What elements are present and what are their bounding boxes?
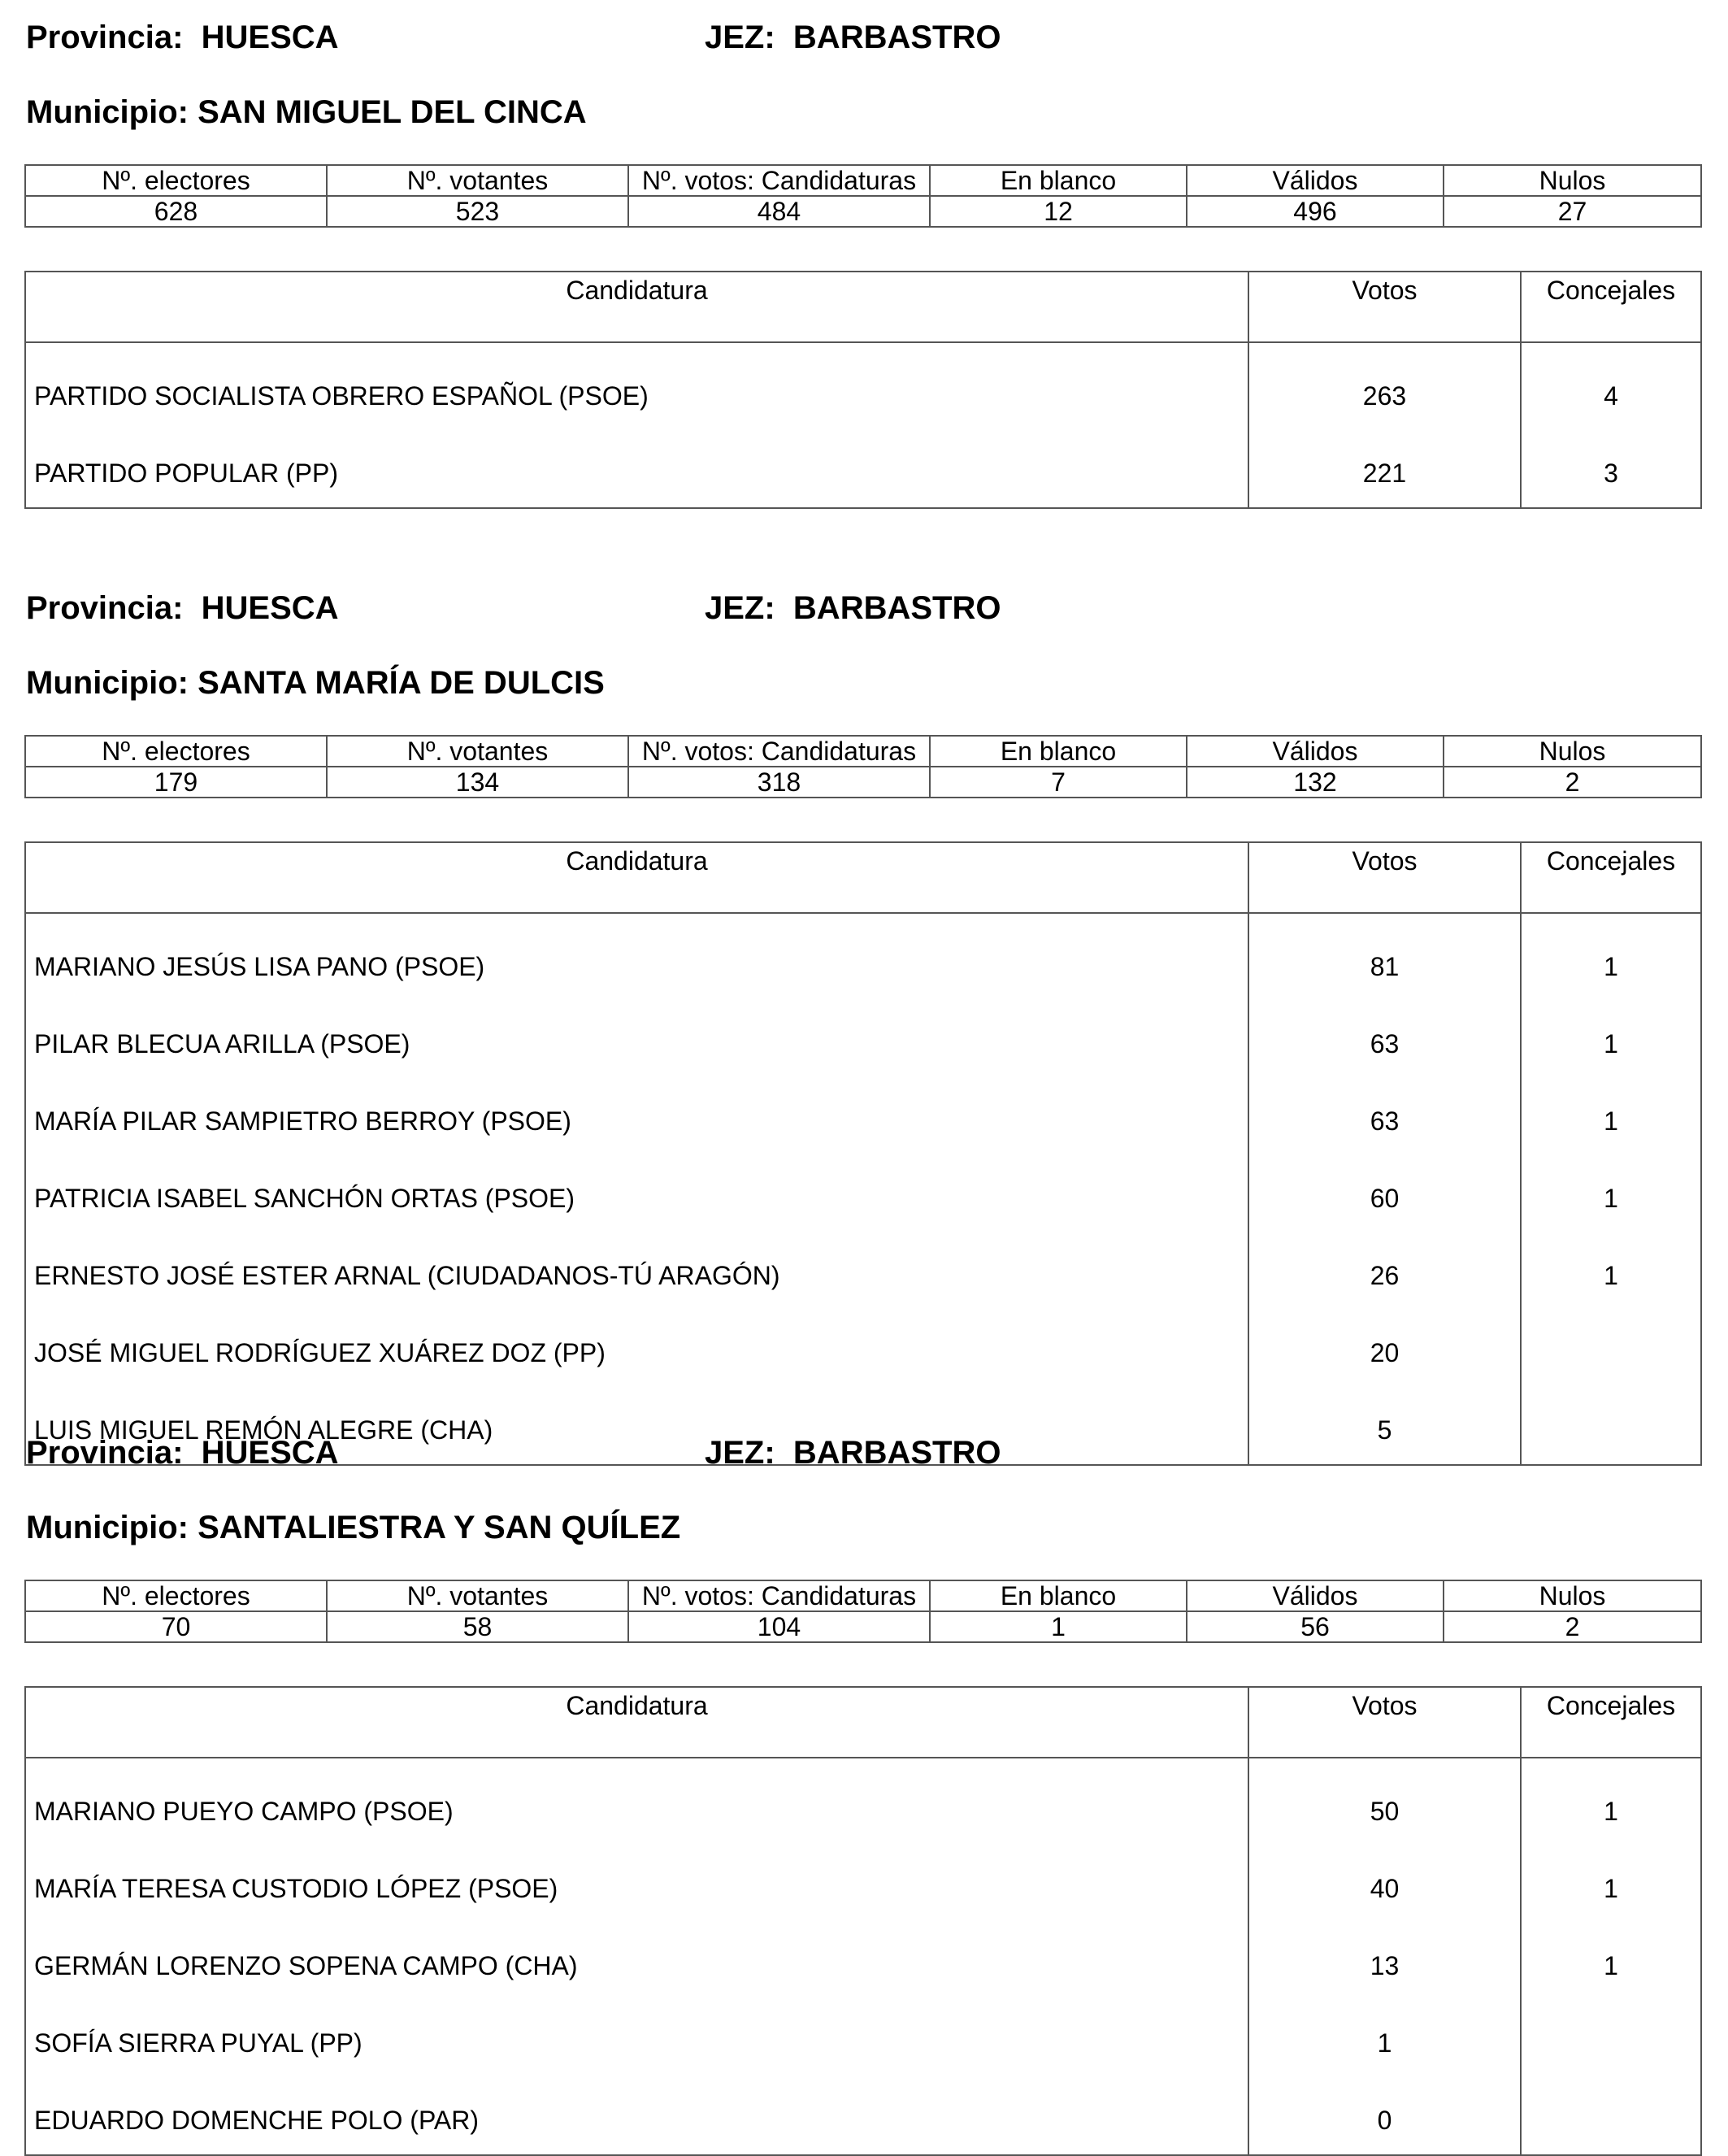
candidate-concejales: 1 — [1521, 1001, 1701, 1078]
candidate-concejales — [1521, 2000, 1701, 2077]
summary-table — [24, 164, 1702, 228]
candidate-concejales: 1 — [1521, 1845, 1701, 1923]
candidate-votos: 60 — [1248, 1155, 1521, 1232]
votos-candidaturas-header: Nº. votos: Candidaturas — [628, 736, 930, 767]
candidate-row — [25, 1001, 1701, 1078]
provincia-heading: Provincia: HUESCA — [26, 1435, 339, 1471]
candidatura-header-row — [25, 1687, 1701, 1758]
en-blanco-value: 1 — [930, 1611, 1187, 1642]
validos-value: 132 — [1187, 767, 1444, 798]
summary-table — [24, 735, 1702, 798]
votantes-value: 58 — [327, 1611, 628, 1642]
jez-heading: JEZ: BARBASTRO — [705, 590, 1001, 626]
votantes-value: 134 — [327, 767, 628, 798]
candidatura-header: Candidatura — [25, 842, 1248, 913]
candidate-votos: 20 — [1248, 1310, 1521, 1387]
candidate-votos: 63 — [1248, 1078, 1521, 1155]
candidatura-header: Candidatura — [25, 272, 1248, 342]
candidate-concejales: 1 — [1521, 1155, 1701, 1232]
en-blanco-value: 12 — [930, 196, 1187, 227]
candidate-votos: 81 — [1248, 913, 1521, 1001]
validos-value: 56 — [1187, 1611, 1444, 1642]
candidate-row — [25, 913, 1701, 1001]
candidatura-header-row — [25, 842, 1701, 913]
validos-header: Válidos — [1187, 165, 1444, 196]
candidate-votos: 26 — [1248, 1232, 1521, 1310]
summary-value-row — [25, 767, 1701, 798]
electores-value: 179 — [25, 767, 327, 798]
electores-header: Nº. electores — [25, 165, 327, 196]
summary-table — [24, 1580, 1702, 1643]
candidate-votos: 263 — [1248, 342, 1521, 430]
candidate-name: PARTIDO POPULAR (PP) — [25, 430, 1248, 508]
candidate-votos: 50 — [1248, 1758, 1521, 1845]
votos-candidaturas-value: 484 — [628, 196, 930, 227]
candidate-name: LUIS MIGUEL REMÓN ALEGRE (CHA) — [25, 1387, 1248, 1465]
candidate-concejales: 1 — [1521, 1078, 1701, 1155]
candidate-row — [25, 1923, 1701, 2000]
candidatura-header: Candidatura — [25, 1687, 1248, 1758]
candidate-votos: 13 — [1248, 1923, 1521, 2000]
votos-header: Votos — [1248, 842, 1521, 913]
votos-candidaturas-value: 104 — [628, 1611, 930, 1642]
nulos-value: 2 — [1444, 1611, 1701, 1642]
summary-header-row — [25, 1580, 1701, 1611]
candidate-concejales — [1521, 2077, 1701, 2155]
votantes-header: Nº. votantes — [327, 1580, 628, 1611]
en-blanco-value: 7 — [930, 767, 1187, 798]
candidate-concejales: 1 — [1521, 913, 1701, 1001]
electores-value: 628 — [25, 196, 327, 227]
provincia-heading: Provincia: HUESCA — [26, 590, 339, 626]
municipio-heading: Municipio: SANTALIESTRA Y SAN QUÍLEZ — [26, 1510, 681, 1545]
municipio-heading: Municipio: SANTA MARÍA DE DULCIS — [26, 665, 605, 701]
candidate-concejales: 1 — [1521, 1232, 1701, 1310]
en-blanco-header: En blanco — [930, 1580, 1187, 1611]
candidate-name: PILAR BLECUA ARILLA (PSOE) — [25, 1001, 1248, 1078]
en-blanco-header: En blanco — [930, 165, 1187, 196]
candidate-concejales: 4 — [1521, 342, 1701, 430]
candidatura-header-row — [25, 272, 1701, 342]
candidate-name: ERNESTO JOSÉ ESTER ARNAL (CIUDADANOS-TÚ ARAGÓN) — [25, 1232, 1248, 1310]
municipio-heading: Municipio: SAN MIGUEL DEL CINCA — [26, 94, 587, 130]
candidate-row — [25, 1232, 1701, 1310]
candidate-name: PATRICIA ISABEL SANCHÓN ORTAS (PSOE) — [25, 1155, 1248, 1232]
nulos-value: 27 — [1444, 196, 1701, 227]
candidate-concejales: 3 — [1521, 430, 1701, 508]
concejales-header: Concejales — [1521, 842, 1701, 913]
candidate-name: MARIANO JESÚS LISA PANO (PSOE) — [25, 913, 1248, 1001]
candidate-name: MARÍA PILAR SAMPIETRO BERROY (PSOE) — [25, 1078, 1248, 1155]
candidate-votos: 221 — [1248, 430, 1521, 508]
jez-heading: JEZ: BARBASTRO — [705, 20, 1001, 55]
electores-header: Nº. electores — [25, 1580, 327, 1611]
summary-header-row — [25, 165, 1701, 196]
nulos-header: Nulos — [1444, 165, 1701, 196]
candidate-votos: 1 — [1248, 2000, 1521, 2077]
provincia-heading: Provincia: HUESCA — [26, 20, 339, 55]
candidate-votos: 5 — [1248, 1387, 1521, 1465]
votantes-header: Nº. votantes — [327, 165, 628, 196]
candidate-name: PARTIDO SOCIALISTA OBRERO ESPAÑOL (PSOE) — [25, 342, 1248, 430]
validos-header: Válidos — [1187, 1580, 1444, 1611]
validos-header: Válidos — [1187, 736, 1444, 767]
votos-header: Votos — [1248, 1687, 1521, 1758]
summary-value-row — [25, 196, 1701, 227]
votantes-header: Nº. votantes — [327, 736, 628, 767]
candidate-votos: 40 — [1248, 1845, 1521, 1923]
candidate-name: SOFÍA SIERRA PUYAL (PP) — [25, 2000, 1248, 2077]
votos-candidaturas-value: 318 — [628, 767, 930, 798]
candidate-concejales — [1521, 1310, 1701, 1387]
candidate-row — [25, 1845, 1701, 1923]
electores-value: 70 — [25, 1611, 327, 1642]
candidate-row — [25, 1078, 1701, 1155]
candidate-name: GERMÁN LORENZO SOPENA CAMPO (CHA) — [25, 1923, 1248, 2000]
nulos-value: 2 — [1444, 767, 1701, 798]
candidate-name: MARIANO PUEYO CAMPO (PSOE) — [25, 1758, 1248, 1845]
candidate-name: MARÍA TERESA CUSTODIO LÓPEZ (PSOE) — [25, 1845, 1248, 1923]
validos-value: 496 — [1187, 196, 1444, 227]
candidate-row — [25, 1758, 1701, 1845]
candidate-row — [25, 342, 1701, 430]
summary-value-row — [25, 1611, 1701, 1642]
candidatura-table — [24, 271, 1702, 509]
candidate-votos: 0 — [1248, 2077, 1521, 2155]
en-blanco-header: En blanco — [930, 736, 1187, 767]
candidatura-table — [24, 1686, 1702, 2156]
candidate-row — [25, 1155, 1701, 1232]
votos-candidaturas-header: Nº. votos: Candidaturas — [628, 165, 930, 196]
jez-heading: JEZ: BARBASTRO — [705, 1435, 1001, 1471]
electores-header: Nº. electores — [25, 736, 327, 767]
nulos-header: Nulos — [1444, 736, 1701, 767]
candidate-concejales: 1 — [1521, 1923, 1701, 2000]
votantes-value: 523 — [327, 196, 628, 227]
candidate-row — [25, 430, 1701, 508]
summary-header-row — [25, 736, 1701, 767]
votos-candidaturas-header: Nº. votos: Candidaturas — [628, 1580, 930, 1611]
concejales-header: Concejales — [1521, 1687, 1701, 1758]
candidate-row — [25, 1310, 1701, 1387]
nulos-header: Nulos — [1444, 1580, 1701, 1611]
candidate-concejales: 1 — [1521, 1758, 1701, 1845]
concejales-header: Concejales — [1521, 272, 1701, 342]
candidate-concejales — [1521, 1387, 1701, 1465]
candidate-row — [25, 2077, 1701, 2155]
candidate-votos: 63 — [1248, 1001, 1521, 1078]
candidate-row — [25, 2000, 1701, 2077]
candidate-name: EDUARDO DOMENCHE POLO (PAR) — [25, 2077, 1248, 2155]
votos-header: Votos — [1248, 272, 1521, 342]
candidatura-table — [24, 841, 1702, 1466]
candidate-name: JOSÉ MIGUEL RODRÍGUEZ XUÁREZ DOZ (PP) — [25, 1310, 1248, 1387]
